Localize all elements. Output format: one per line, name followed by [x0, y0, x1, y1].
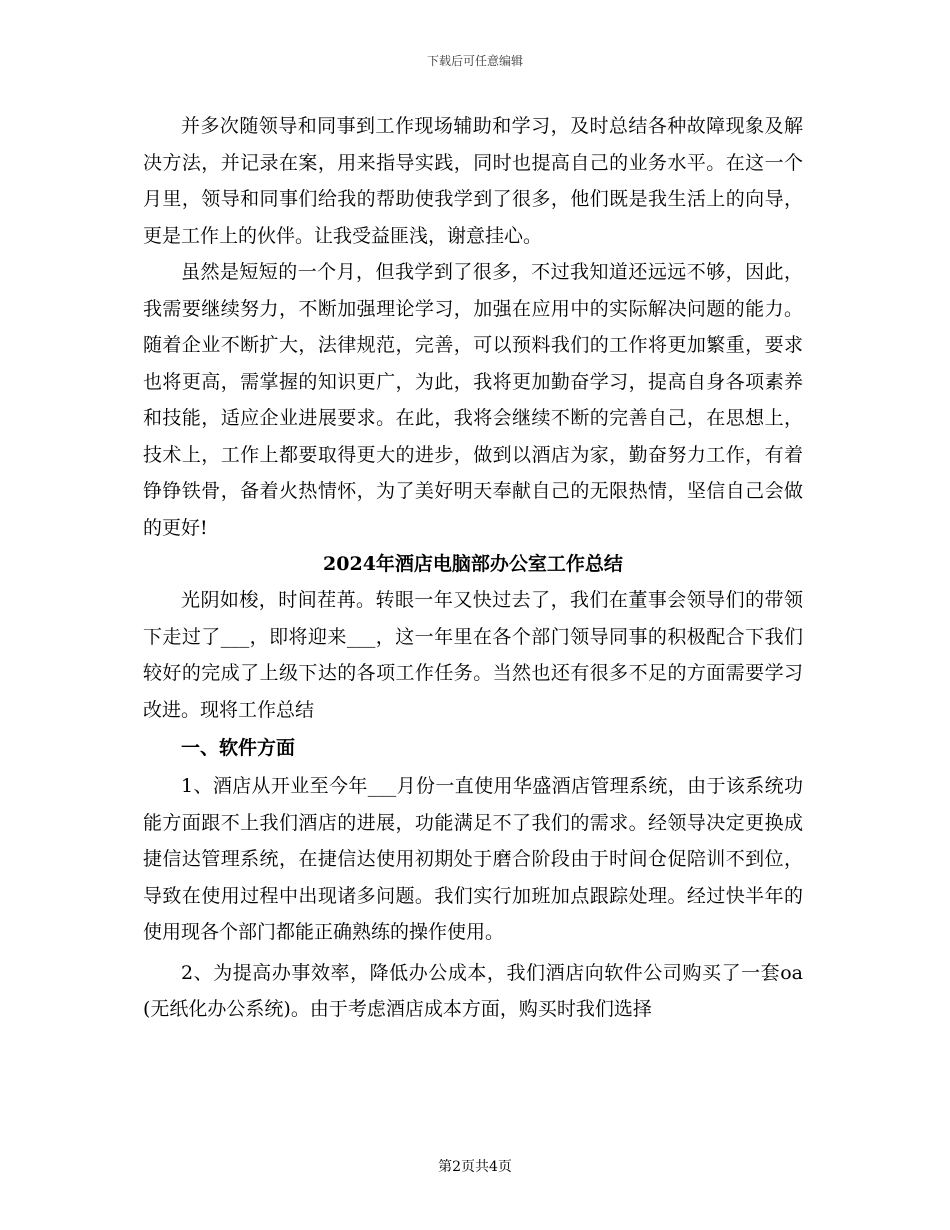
page-footer: 第2页共4页 — [438, 1159, 512, 1175]
paragraph-4: 1、酒店从开业至今年___月份一直使用华盛酒店管理系统，由于该系统功能方面跟不上我们酒店的进展，功能满足不了我们的需求。经领导决定更换成捷信达管理系统，在捷信达使用初期处于磨合阶段由于时间仓促陪训不到位，导致在使用过程中出现诸多问题。我们实行加班加点跟踪处理。经过快半年的使用现各个部门都能正确熟练的操作使用。 — [143, 775, 803, 943]
paragraph-2: 虽然是短短的一个月，但我学到了很多，不过我知道还远远不够，因此，我需要继续努力，不断加强理论学习，加强在应用中的实际解决问题的能力。随着企业不断扩大，法律规范，完善，可以预料我们的工作将更加繁重，要求也将更高，需掌握的知识更广，为此，我将更加勤奋学习，提高自身各项素养和技能，适应企业进展要求。在此，我将会继续不断的完善自己，在思想上，技术上，工作上都要取得更大的进步，做到以酒店为家，勤奋努力工作，有着铮铮铁骨，备着火热情怀，为了美好明天奉献自己的无限热情，坚信自己会做的更好! — [143, 261, 803, 539]
section-heading-software: 一、软件方面 — [181, 737, 296, 759]
document-title: 2024年酒店电脑部办公室工作总结 — [323, 553, 623, 575]
page-header: 下载后可任意编辑 — [426, 54, 523, 68]
document-body — [143, 108, 803, 1028]
paragraph-1: 并多次随领导和同事到工作现场辅助和学习，及时总结各种故障现象及解决方法，并记录在案，用来指导实践，同时也提高自己的业务水平。在这一个月里，领导和同事们给我的帮助使我学到了很多，他们既是我生活上的向导，更是工作上的伙伴。让我受益匪浅，谢意挂心。 — [143, 115, 803, 247]
paragraph-5: 2、为提高办事效率，降低办公成本，我们酒店向软件公司购买了一套oa(无纸化办公系统)。由于考虑酒店成本方面，购买时我们选择 — [143, 961, 803, 1020]
paragraph-3: 光阴如梭，时间茬苒。转眼一年又快过去了，我们在董事会领导们的带领下走过了___，即将迎来___，这一年里在各个部门领导同事的积极配合下我们较好的完成了上级下达的各项工作任务。当然也还有很多不足的方面需要学习改进。现将工作总结 — [143, 589, 803, 721]
